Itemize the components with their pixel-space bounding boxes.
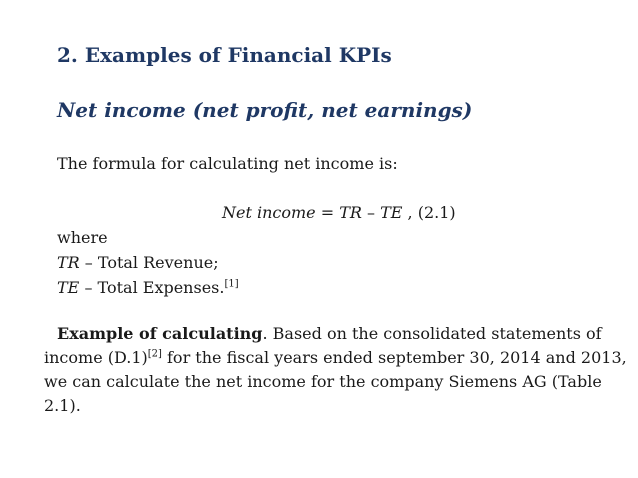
footnote-ref-1[interactable]: [1] [224,278,239,290]
formula [222,203,456,223]
definition-te [57,278,239,298]
formula-eq: = [315,203,340,222]
definition-tr [57,253,219,273]
example-text: income (D.1) [44,348,148,367]
definition-text: – Total Revenue; [79,253,219,272]
example-line-2 [44,346,627,370]
formula-minus: – [361,203,381,222]
example-paragraph [44,322,627,418]
definition-symbol: TE [57,278,80,297]
formula-ref: , (2.1) [402,203,456,222]
example-text: . Based on the consolidated statements of [262,324,602,343]
formula-lhs: Net income [222,203,316,222]
example-bold-lead: Example of calculating [57,324,263,343]
formula-te: TE [380,203,403,222]
intro-text: The formula for calculating net income is: [57,154,398,173]
example-line-4: 2.1). [44,396,81,415]
formula-tr: TR [339,203,362,222]
example-line-3: we can calculate the net income for the company Siemens AG (Table [44,372,602,391]
subheading: Net income (net profit, net earnings) [57,98,473,122]
definition-text: – Total Expenses. [79,278,225,297]
section-heading: 2. Examples of Financial KPIs [57,43,392,67]
where-label: where [57,228,108,247]
definition-symbol: TR [57,253,80,272]
example-text: for the fiscal years ended september 30, 2014 and 2013, [161,348,627,367]
footnote-ref-2[interactable]: [2] [147,348,162,360]
example-line-1 [44,322,604,346]
